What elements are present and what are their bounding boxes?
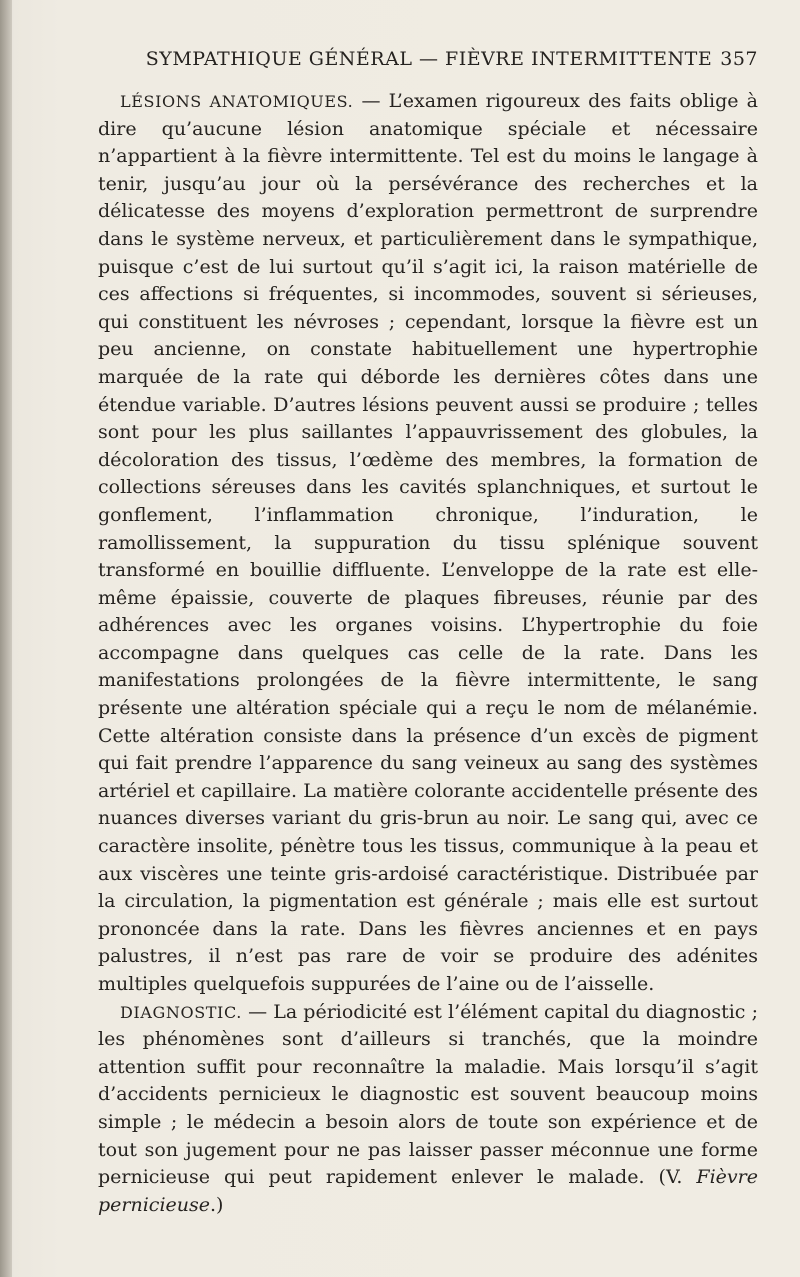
book-spine [0,0,12,1277]
paragraph-text: — L’examen rigoureux des faits oblige à dire qu’aucune lésion anatomique spéciale et nécessaire n’appartient à la fièvre intermittente. Tel est du moins le langage à tenir, jusqu’au jour où la persévérance des recherches et la délicatesse des moyens d’exploration permettront de surprendre dans le système nerveux, et particulièrement dans le sympathique, puisque c’est de lui surtout qu’il s’agit ici, la raison matérielle de ces affections si fréquentes, si incommodes, souvent si sérieuses, qui constituent les névroses ; cependant, lorsque la fièvre est un peu ancienne, on constate habituellement une hypertrophie marquée de la rate qui déborde les dernières côtes dans une étendue variable. D’autres lésions peuvent aussi se produire ; telles sont pour les plus saillantes l’appauvrissement des globules, la décoloration des tissus, l’œdème des membres, la formation de collections séreuses dans les cavités splanchniques, et surtout le gonflement, l’inflammation chronique, l’induration, le ramollissement, la suppuration du tissu splénique souvent transformé en bouillie diffluente. L’enveloppe de la rate est elle-même épaissie, couverte de plaques fibreuses, réunie par des adhérences avec les organes voisins. L’hypertrophie du foie accompagne dans quelques cas celle de la rate. Dans les manifestations prolongées de la fièvre intermittente, le sang présente une altération spéciale qui a reçu le nom de mélanémie. Cette altération consiste dans la présence d’un excès de pigment qui fait prendre l’apparence du sang veineux au sang des systèmes artériel et capillaire. La matière colorante accidentelle présente des nuances diverses variant du gris-brun au noir. Le sang qui, avec ce caractère insolite, pénètre tous les tissus, communique à la peau et aux viscères une teinte gris-ardoisé caractéristique. Distribuée par la circulation, la pigmentation est générale ; mais elle est surtout prononcée dans la rate. Dans les fièvres anciennes et en pays palustres, il n’est pas rare de voir se produire des adénites multiples quelquefois suppurées de l’aine ou de l’aisselle. [98,90,758,995]
section-label-lesions: LÉSIONS ANATOMIQUES. [120,92,354,111]
page-number: 357 [720,48,758,70]
running-head [100,48,758,78]
paragraph-text: — La périodicité est l’élément capital du diagnostic ; les phénomènes sont d’ailleurs si tranchés, que la moindre attention suffit pour reconnaître la maladie. Mais lorsqu’il s’agit d’accidents pernicieux le diagnostic est souvent beaucoup moins simple ; le médecin a besoin alors de toute son expérience et de tout son jugement pour ne pas laisser passer méconnue une forme pernicieuse qui peut rapidement enlever le malade. (V. [98,1000,758,1189]
section-label-diagnostic: DIAGNOSTIC. [120,1002,242,1022]
paragraph-tail: .) [210,1193,224,1216]
paragraph-diagnostic [98,999,758,1220]
cross-reference: Fièvre pernicieuse [98,1166,758,1216]
body-text [98,88,758,1219]
running-title: SYMPATHIQUE GÉNÉRAL — FIÈVRE INTERMITTENTE [145,48,713,70]
paragraph-lesions [98,88,758,999]
